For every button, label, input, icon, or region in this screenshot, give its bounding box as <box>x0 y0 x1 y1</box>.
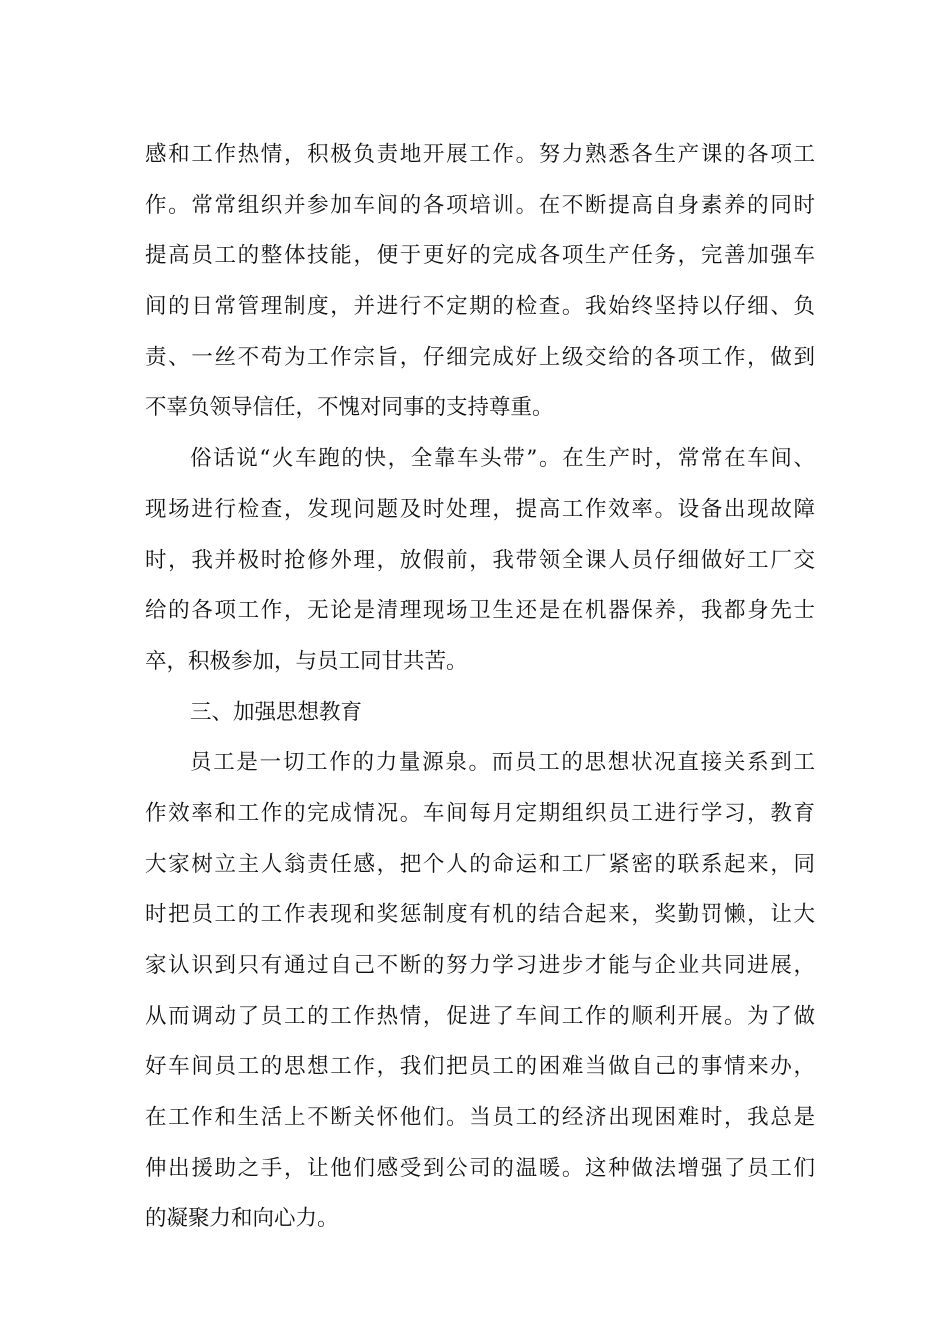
text-line: 感和工作热情，积极负责地开展工作。努力熟悉各生产课的各项工 <box>145 142 815 167</box>
text-line: 俗话说“火车跑的快，全靠车头带”。在生产时，常常在车间、 <box>190 446 815 472</box>
text-line: 员工是一切工作的力量源泉。而员工的思想状况直接关系到工 <box>190 750 815 776</box>
text-line: 伸出援助之手，让他们感受到公司的温暖。这种做法增强了员工们 <box>145 1155 815 1181</box>
text-line: 家认识到只有通过自己不断的努力学习进步才能与企业共同进展， <box>145 953 815 978</box>
section-heading-text: 三、加强思想教育 <box>190 699 363 725</box>
text-line: 大家树立主人翁责任感，把个人的命运和工厂紧密的联系起来，同 <box>145 851 815 877</box>
document-body <box>145 130 815 1245</box>
text-line: 从而调动了员工的工作热情，促进了车间工作的顺利开展。为了做 <box>145 1003 815 1029</box>
text-line: 时把员工的工作表现和奖惩制度有机的结合起来，奖勤罚懒，让大 <box>145 902 815 928</box>
text-line: 作。常常组织并参加车间的各项培训。在不断提高自身素养的同时 <box>145 192 815 218</box>
paragraph-leading-by-example <box>145 434 815 687</box>
paragraph-work-attitude <box>145 130 815 434</box>
text-line: 不辜负领导信任，不愧对同事的支持尊重。 <box>145 395 554 421</box>
paragraph-ideological-education <box>145 738 815 1245</box>
text-line: 好车间员工的思想工作，我们把员工的困难当做自己的事情来办， <box>145 1054 815 1080</box>
text-line: 给的各项工作，无论是清理现场卫生还是在机器保养，我都身先士 <box>145 598 815 624</box>
text-line: 作效率和工作的完成情况。车间每月定期组织员工进行学习，教育 <box>145 800 815 826</box>
text-line: 卒，积极参加，与员工同甘共苦。 <box>145 648 468 674</box>
text-line: 现场进行检查，发现问题及时处理，提高工作效率。设备出现故障 <box>145 496 815 522</box>
text-line: 时，我并极时抢修外理，放假前，我带领全课人员仔细做好工厂交 <box>145 547 815 573</box>
text-line: 在工作和生活上不断关怀他们。当员工的经济出现困难时，我总是 <box>145 1105 815 1131</box>
text-line: 间的日常管理制度，并进行不定期的检查。我始终坚持以仔细、负 <box>145 294 815 320</box>
text-line: 提高员工的整体技能，便于更好的完成各项生产任务，完善加强车 <box>145 243 815 269</box>
text-line: 的凝聚力和向心力。 <box>145 1206 339 1232</box>
section-heading <box>145 688 815 739</box>
text-line: 责、一丝不苟为工作宗旨，仔细完成好上级交给的各项工作，做到 <box>145 344 815 370</box>
